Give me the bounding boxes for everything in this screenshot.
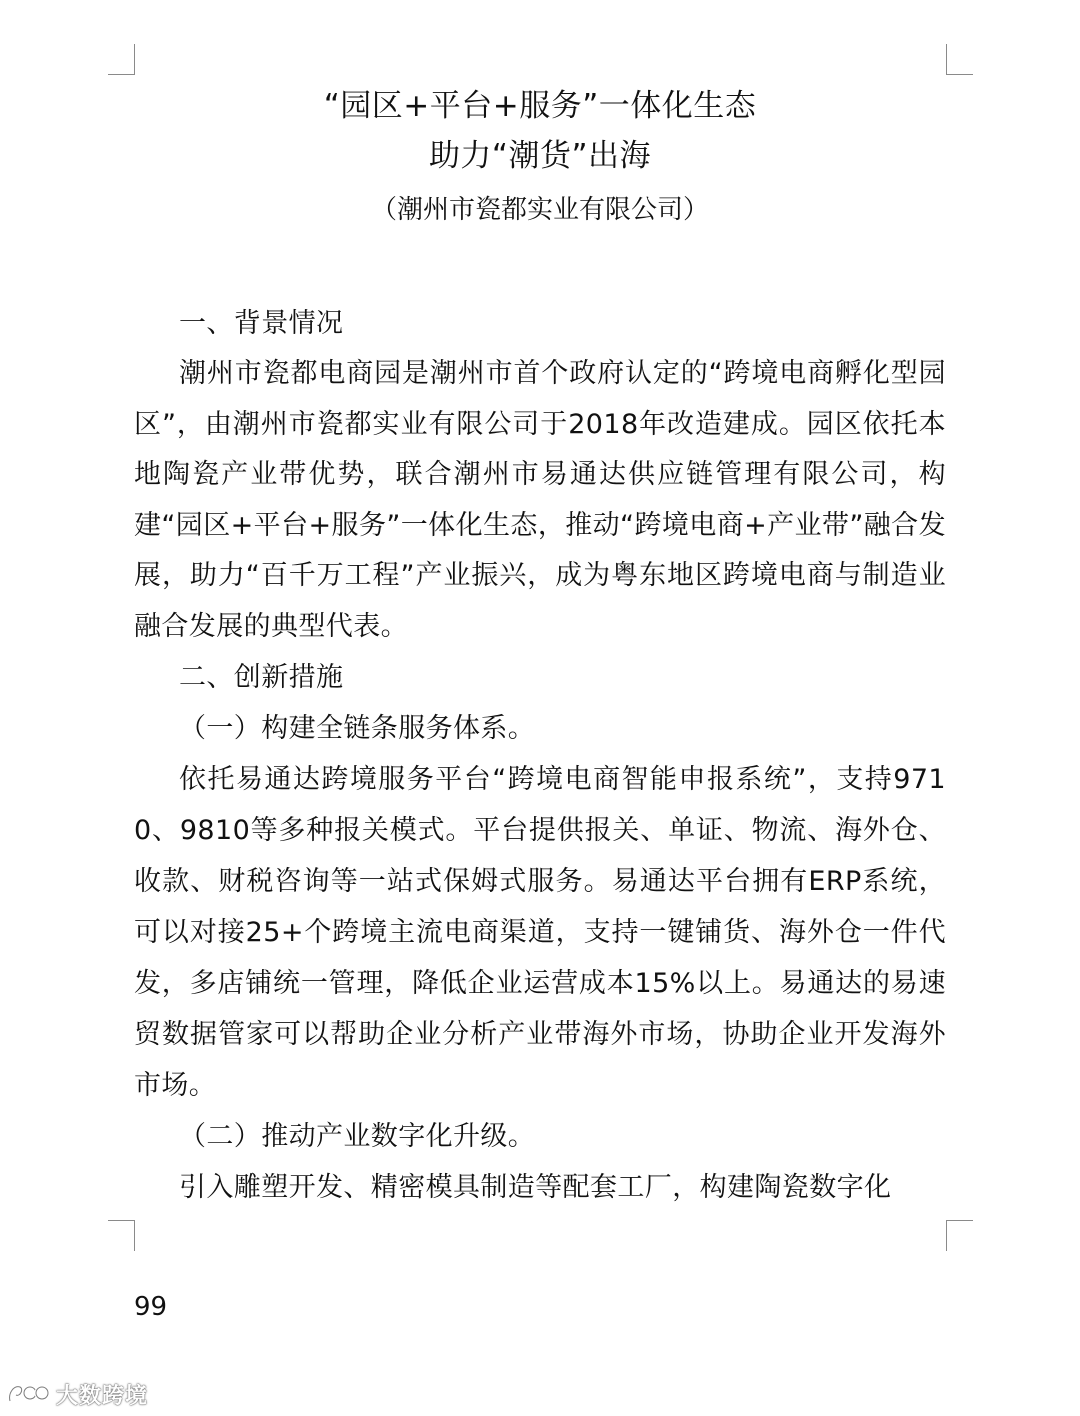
crop-mark-bottom-left (108, 1220, 135, 1251)
watermark-text: 大数跨境 (56, 1383, 149, 1409)
watermark-logo-icon (6, 1381, 50, 1407)
document-title-line-2: 助力“潮货”出海 (428, 138, 652, 174)
document-body (134, 298, 946, 1213)
paragraph-subsection-1: 依托易通达跨境服务平台“跨境电商智能申报系统”，支持9710、9810等多种报关模式。平台提供报关、单证、物流、海外仓、收款、财税咨询等一站式保姆式服务。易通达平台拥有ERP系统，可以对接25+个跨境主流电商渠道，支持一键铺货、海外仓一件代发，多店铺统一管理，降低企业运营成本15%以上。易通达的易速贸数据管家可以帮助企业分析产业带海外市场，协助企业开发海外市场。 (134, 764, 946, 1101)
watermark (6, 1378, 148, 1410)
section-heading-innovation: 二、创新措施 (179, 662, 344, 693)
subsection-heading-1: （一）构建全链条服务体系。 (179, 713, 536, 744)
crop-mark-top-right (946, 44, 973, 75)
paragraph-background: 潮州市瓷都电商园是潮州市首个政府认定的“跨境电商孵化型园区”，由潮州市瓷都实业有限公司于2018年改造建成。园区依托本地陶瓷产业带优势，联合潮州市易通达供应链管理有限公司，构建“园区+平台+服务”一体化生态，推动“跨境电商+产业带”融合发展，助力“百千万工程”产业振兴，成为粤东地区跨境电商与制造业融合发展的典型代表。 (134, 358, 946, 642)
crop-mark-top-left (108, 44, 135, 75)
document-subtitle: （潮州市瓷都实业有限公司） (370, 195, 709, 225)
paragraph-subsection-2: 引入雕塑开发、精密模具制造等配套工厂，构建陶瓷数字化 (179, 1172, 892, 1203)
crop-mark-bottom-right (946, 1220, 973, 1251)
page-number: 99 (134, 1292, 168, 1322)
document-title-line-1: “园区+平台+服务”一体化生态 (323, 88, 757, 124)
subsection-heading-2: （二）推动产业数字化升级。 (179, 1121, 536, 1152)
section-heading-background: 一、背景情况 (179, 308, 344, 339)
